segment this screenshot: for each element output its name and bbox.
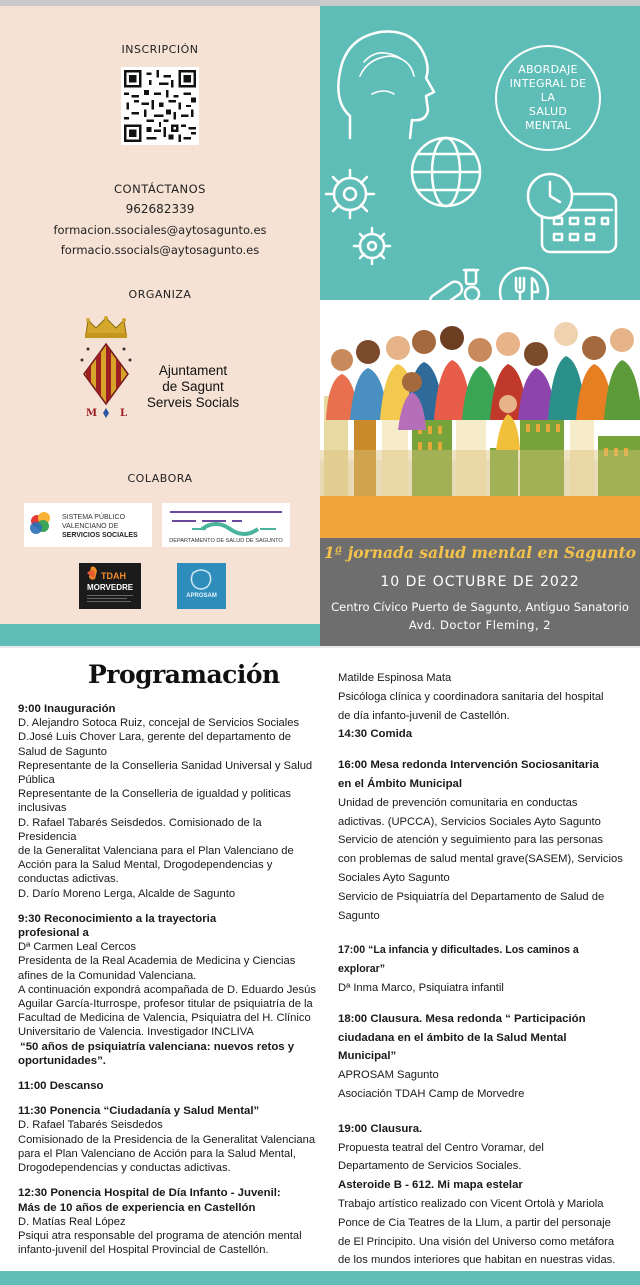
session-line: Salud de Sagunto bbox=[18, 745, 107, 758]
session-line: inclusivas bbox=[18, 802, 67, 815]
head-icon bbox=[338, 31, 434, 138]
session-line: conductas adictivas. bbox=[18, 873, 119, 886]
session-line: Sociales Ayto Sagunto bbox=[338, 871, 450, 884]
crowd-city-icon bbox=[320, 300, 640, 538]
session-heading: 18:00 Clausura. Mesa redonda “ Participación bbox=[338, 1012, 586, 1025]
teal-band bbox=[0, 624, 320, 646]
colabora-heading: COLABORA bbox=[127, 472, 193, 485]
gears-icon bbox=[326, 170, 390, 264]
session-line: con problemas de salud mental grave(SASEM), Servicios bbox=[338, 853, 623, 866]
session-line: de día infanto-juvenil de Castellón. bbox=[338, 709, 510, 722]
session-line: Ponce de Cia Teatres de la Llum, a partir del personaje bbox=[338, 1216, 611, 1229]
session-heading: 9:30 Reconocimiento a la trayectoria bbox=[18, 912, 217, 925]
session-heading: 17:00 “La infancia y dificultades. Los caminos a explorar” bbox=[338, 944, 579, 976]
session-line: Psiqui atra responsable del programa de atención mental bbox=[18, 1229, 302, 1242]
aprosam-logo-text: APROSAM bbox=[186, 593, 217, 599]
sps-logo-line-1: SISTEMA PÚBLICO bbox=[62, 514, 126, 521]
sps-logo-line-2: VALENCIANO DE bbox=[62, 523, 119, 530]
logo-sistema-publico-servicios-sociales bbox=[24, 503, 152, 547]
session-line: Universitario de Valencia. Investigador INCLIVA bbox=[18, 1026, 254, 1039]
organizer-name-line: Serveis Socials bbox=[146, 395, 240, 410]
session-line: Servicio de atención y seguimiento para las personas bbox=[338, 834, 603, 847]
session-heading: 12:30 Ponencia Hospital de Día Infanto - Juvenil: bbox=[18, 1187, 281, 1200]
session-heading: 11:00 Descanso bbox=[18, 1080, 104, 1093]
crowd-illustration bbox=[320, 300, 640, 538]
session-line: Sagunto bbox=[338, 909, 380, 922]
session-line: para el Plan Valenciano de Acción para la Salud Mental, bbox=[18, 1147, 296, 1160]
dss-logo-text: DEPARTAMENTO DE SALUD DE SAGUNTO bbox=[169, 538, 283, 544]
organizer-name-line: Ajuntament bbox=[158, 363, 228, 378]
info-panel bbox=[0, 6, 320, 624]
event-address: Avd. Doctor Fleming, 2 bbox=[408, 618, 552, 632]
session-line: de los mundos interiores que habitan en nuestras vidas. bbox=[338, 1254, 616, 1267]
organizer-name bbox=[138, 363, 248, 411]
session-line: adictivas. (UPCCA), Servicios Sociales Ayto Sagunto bbox=[338, 815, 601, 828]
event-date: 10 DE OCTUBRE DE 2022 bbox=[380, 574, 580, 590]
session-line: D. Rafael Tabarés Seisdedos bbox=[18, 1119, 163, 1132]
qr-code-icon bbox=[124, 70, 196, 142]
globe-icon bbox=[412, 138, 480, 206]
session-line: Trabajo artístico realizado con Vicent Ortolà y Mariola bbox=[338, 1197, 604, 1210]
session-line: Comisionado de la Presidencia de la Generalitat Valenciana bbox=[18, 1133, 316, 1146]
session-heading-cont: Municipal” bbox=[338, 1050, 397, 1063]
session-heading: 9:00 Inauguración bbox=[18, 703, 116, 715]
session-line: D. Darío Moreno Lerga, Alcalde de Sagunto bbox=[18, 887, 236, 900]
session-line: D. Rafael Tabarés Seisdedos. Comisionado de la Presidencia bbox=[18, 816, 262, 843]
session-heading-cont: ciudadana en el ámbito de la Salud Mental bbox=[338, 1031, 567, 1044]
event-info bbox=[320, 538, 640, 646]
session-line: Representante de la Conselleria de igualdad y politicas bbox=[18, 788, 292, 801]
session-line: A continuación expondrá acompañada de D. Eduardo Jesús bbox=[18, 983, 316, 996]
hero-icons bbox=[320, 6, 640, 306]
session-line: Propuesta teatral del Centro Voramar, del bbox=[338, 1141, 544, 1154]
crest-letter-m: M bbox=[86, 408, 98, 419]
session-line: Dª Carmen Leal Cercos bbox=[18, 941, 136, 954]
organiza-heading: ORGANIZA bbox=[128, 288, 192, 301]
contact-email-1[interactable]: formacion.ssociales@aytosagunto.es bbox=[53, 223, 267, 237]
session-line: Facultad de Medicina de Valencia, Psiquiatra del H. Clínico bbox=[18, 1012, 311, 1025]
logo-aprosam bbox=[177, 563, 226, 609]
session-heading: 19:00 Clausura. bbox=[338, 1122, 423, 1135]
session-line: Departamento de Servicios Sociales. bbox=[338, 1160, 522, 1173]
sps-logo-line-3: SERVICIOS SOCIALES bbox=[62, 532, 138, 539]
section-divider bbox=[0, 646, 640, 648]
session-heading: 16:00 Mesa redonda Intervención Sociosanitaria bbox=[338, 759, 599, 772]
session-line: Presidenta de la Real Academia de Medicina y Ciencias bbox=[18, 955, 296, 968]
session-line: D.José Luis Chover Lara, gerente del departamento de bbox=[18, 731, 292, 744]
session-line: de la Generalitat Valenciana para el Plan Valenciano de bbox=[18, 845, 294, 858]
session-line: Psicóloga clínica y coordinadora sanitaria del hospital bbox=[338, 690, 604, 703]
crest-icon bbox=[76, 316, 136, 422]
program-column-right bbox=[338, 669, 628, 1270]
session-line: Matilde Espinosa Mata bbox=[338, 672, 452, 684]
badge-line: SALUD bbox=[528, 105, 568, 118]
session-line: Acción para la Salud Mental, Drogodependencias y bbox=[18, 859, 273, 872]
talk-title: oportunidades”. bbox=[18, 1054, 106, 1067]
organizer-name-line: de Sagunt bbox=[162, 379, 224, 394]
event-title: 1ª jornada salud mental en Sagunto bbox=[323, 543, 637, 562]
tdah-logo-line-1: TDAH bbox=[101, 571, 126, 581]
session-line: APROSAM Sagunto bbox=[338, 1069, 439, 1082]
session-line: D. Alejandro Sotoca Ruiz, concejal de Servicios Sociales bbox=[18, 717, 300, 730]
event-place: Centro Cívico Puerto de Sagunto, Antiguo Sanatorio bbox=[331, 600, 629, 614]
session-line: D. Matías Real López bbox=[18, 1215, 126, 1228]
session-heading: 14:30 Comida bbox=[338, 728, 413, 741]
dss-logo-icon bbox=[162, 503, 290, 547]
logo-tdah-morvedre bbox=[79, 563, 141, 609]
badge-line: INTEGRAL DE bbox=[509, 77, 587, 90]
qr-code[interactable] bbox=[121, 67, 199, 145]
contact-email-2[interactable]: formacio.ssocials@aytosagunto.es bbox=[60, 243, 260, 257]
sps-logo-icon bbox=[24, 503, 152, 547]
session-heading: 11:30 Ponencia “Ciudadanía y Salud Mental” bbox=[18, 1105, 260, 1118]
topic-badge bbox=[495, 45, 601, 151]
tdah-logo-icon bbox=[79, 563, 141, 609]
session-subheading: Asteroide B - 612. Mi mapa estelar bbox=[338, 1179, 523, 1192]
clock-calendar-icon bbox=[528, 174, 616, 252]
session-line: Representante de la Conselleria Sanidad Universal y Salud bbox=[18, 759, 313, 772]
badge-line: LA bbox=[540, 91, 556, 104]
contact-phone[interactable]: 962682339 bbox=[125, 202, 195, 216]
session-line: de El Principito. Una visión del Universo como metáfora bbox=[338, 1235, 615, 1248]
badge-line: MENTAL bbox=[525, 119, 571, 132]
session-line: Dª Inma Marco, Psiquiatra infantil bbox=[338, 981, 504, 994]
badge-line: ABORDAJE bbox=[518, 63, 578, 76]
session-line: infanto-juvenil del Hospital Provincial de Castellón. bbox=[18, 1244, 269, 1257]
crest-letter-l: L bbox=[120, 408, 128, 419]
session-line: Pública bbox=[18, 774, 55, 787]
session-heading-cont: profesional a bbox=[18, 927, 89, 940]
logo-departamento-salud-sagunto bbox=[162, 503, 290, 547]
program-column-left bbox=[18, 702, 323, 1257]
session-line: afines de la Comunidad Valenciana. bbox=[18, 969, 197, 982]
session-line: Aguilar García-Iturrospe, profesor titular de psiquiatría de la bbox=[18, 998, 313, 1011]
session-line: Asociación TDAH Camp de Morvedre bbox=[338, 1087, 525, 1100]
bottom-band bbox=[0, 1271, 640, 1285]
session-line: Drogodependencias y conductas adictivas. bbox=[18, 1162, 231, 1175]
program-title: Programación bbox=[88, 660, 280, 689]
session-line: Unidad de prevención comunitaria en conductas bbox=[338, 796, 578, 809]
tdah-logo-line-2: MORVEDRE bbox=[87, 583, 134, 592]
session-heading-cont: Más de 10 años de experiencia en Castellón bbox=[18, 1201, 256, 1214]
inscripcion-heading: INSCRIPCIÓN bbox=[121, 43, 199, 56]
talk-title: “50 años de psiquiatría valenciana: nuevos retos y bbox=[20, 1040, 295, 1053]
aprosam-logo-icon bbox=[177, 563, 226, 609]
session-heading-cont: en el Ámbito Municipal bbox=[338, 777, 463, 790]
session-line: Servicio de Psiquiatría del Departamento de Salud de bbox=[338, 890, 605, 903]
contact-heading: CONTÁCTANOS bbox=[114, 182, 206, 196]
